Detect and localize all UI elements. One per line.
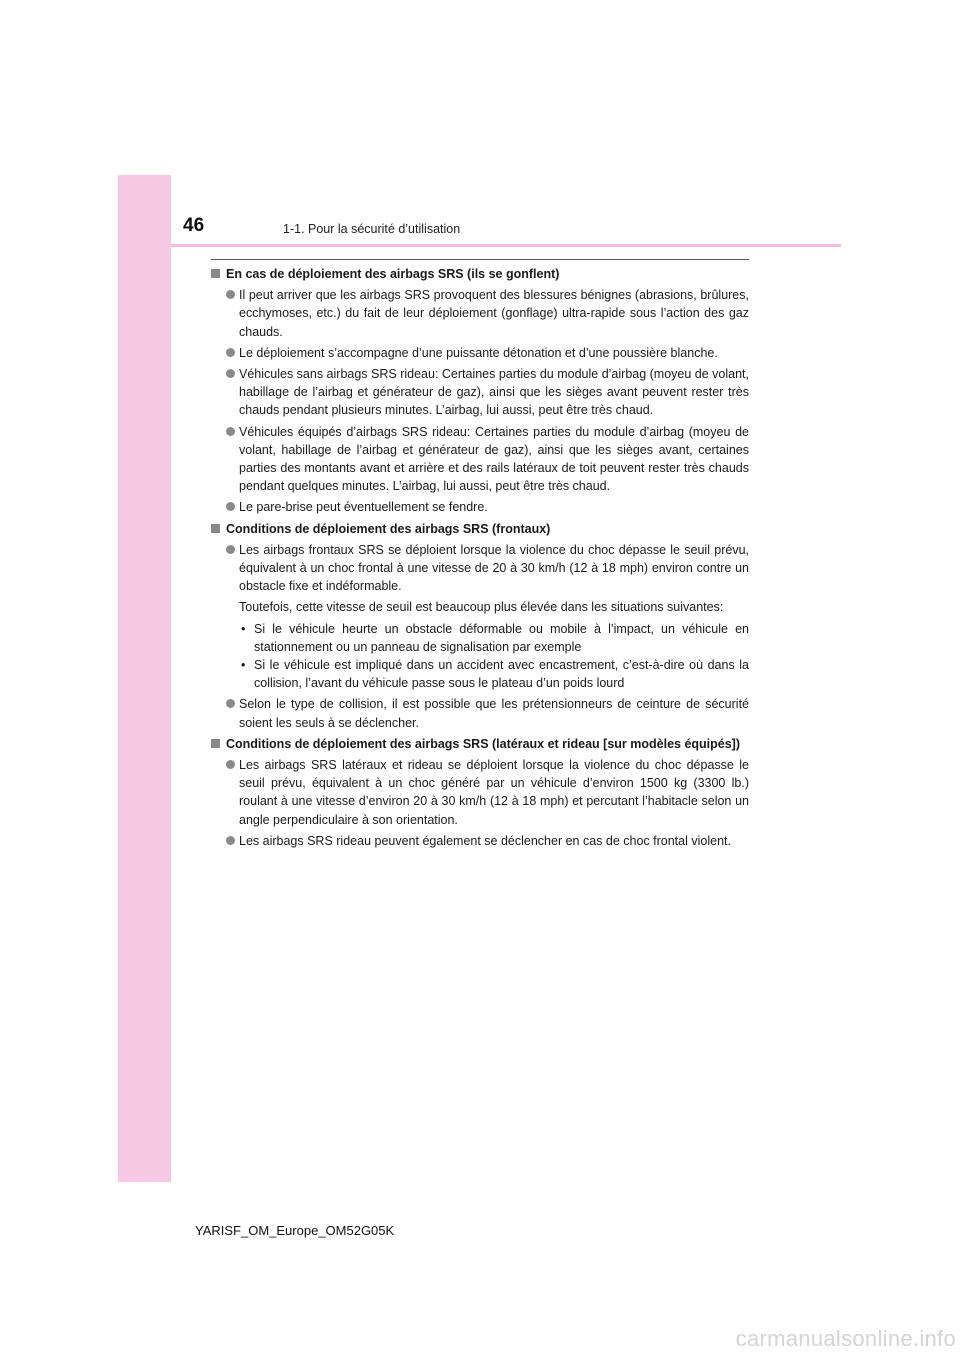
section-heading: En cas de déploiement des airbags SRS (ils se gonflent): [211, 265, 749, 283]
content-divider: [211, 259, 749, 260]
list-item: Les airbags SRS rideau peuvent également se déclencher en cas de choc frontal violent.: [226, 832, 749, 850]
circle-bullet-icon: [226, 502, 235, 511]
content-body: [211, 265, 749, 853]
list-item: Véhicules équipés d’airbags SRS rideau: Certaines parties du module d’airbag (moyeu de volant, habillage de l’airbag et générateur de gaz), ainsi que les sièges avant, certaines parties des montants avant et arrière et des rails latéraux de toit peuvent rester très chauds pendant quelques minutes. L’airbag, lui aussi, peut être très chaud.: [226, 423, 749, 496]
circle-bullet-icon: [226, 369, 235, 378]
dot-marker-icon: •: [241, 658, 246, 673]
page-number: 46: [183, 215, 205, 236]
circle-bullet-icon: [226, 427, 235, 436]
header-rule: [171, 244, 841, 247]
pink-side-band: [118, 175, 171, 1182]
sub-list-item: • Si le véhicule heurte un obstacle déformable ou mobile à l’impact, un véhicule en stationnement ou un panneau de signalisation par exemple: [241, 621, 749, 654]
watermark: carmanualsonline.info: [735, 1326, 956, 1351]
section-heading: Conditions de déploiement des airbags SRS (latéraux et rideau [sur modèles équipés]): [211, 735, 749, 753]
circle-bullet-icon: [226, 348, 235, 357]
list-item: Il peut arriver que les airbags SRS provoquent des blessures bénignes (abrasions, brûlures, ecchymoses, etc.) du fait de leur déploiement (gonflage) ultra-rapide sous l’action des gaz chauds.: [226, 286, 749, 341]
list-item: Le pare-brise peut éventuellement se fendre.: [226, 498, 749, 516]
list-item: Selon le type de collision, il est possible que les prétensionneurs de ceinture de sécurité soient les seuls à se déclencher.: [226, 695, 749, 731]
square-bullet-icon: [211, 524, 220, 533]
list-item: Les airbags frontaux SRS se déploient lorsque la violence du choc dépasse le seuil prévu, équivalent à un choc frontal à une vitesse de 20 à 30 km/h (12 à 18 mph) environ contre un obstacle fixe et indéformable.: [226, 541, 749, 596]
list-item: Le déploiement s’accompagne d’une puissante détonation et d’une poussière blanche.: [226, 344, 749, 362]
square-bullet-icon: [211, 739, 220, 748]
circle-bullet-icon: [226, 290, 235, 299]
square-bullet-icon: [211, 269, 220, 278]
list-item: Les airbags SRS latéraux et rideau se déploient lorsque la violence du choc dépasse le seuil prévu, équivalent à un choc généré par un véhicule d’environ 1500 kg (3300 lb.) roulant à une vitesse d’environ 20 à 30 km/h (12 à 18 mph) et percutant l’habitacle selon un angle perpendiculaire à son orientation.: [226, 756, 749, 829]
circle-bullet-icon: [226, 760, 235, 769]
section-title: 1-1. Pour la sécurité d’utilisation: [283, 222, 461, 236]
document-code: YARISF_OM_Europe_OM52G05K: [195, 1223, 395, 1238]
circle-bullet-icon: [226, 699, 235, 708]
section-heading: Conditions de déploiement des airbags SRS (frontaux): [211, 520, 749, 538]
dot-marker-icon: •: [241, 621, 246, 636]
list-item: Véhicules sans airbags SRS rideau: Certaines parties du module d’airbag (moyeu de volant, habillage de l’airbag et générateur de gaz), ainsi que les sièges avant peuvent rester très chauds pendant plusieurs minutes. L’airbag, lui aussi, peut être très chaud.: [226, 365, 749, 420]
circle-bullet-icon: [226, 545, 235, 554]
paragraph: Toutefois, cette vitesse de seuil est beaucoup plus élevée dans les situations suivantes:: [239, 600, 724, 615]
circle-bullet-icon: [226, 836, 235, 845]
sub-list-item: • Si le véhicule est impliqué dans un accident avec encastrement, c’est-à-dire où dans la collision, l’avant du véhicule passe sous le plateau d’un poids lourd: [241, 658, 749, 691]
